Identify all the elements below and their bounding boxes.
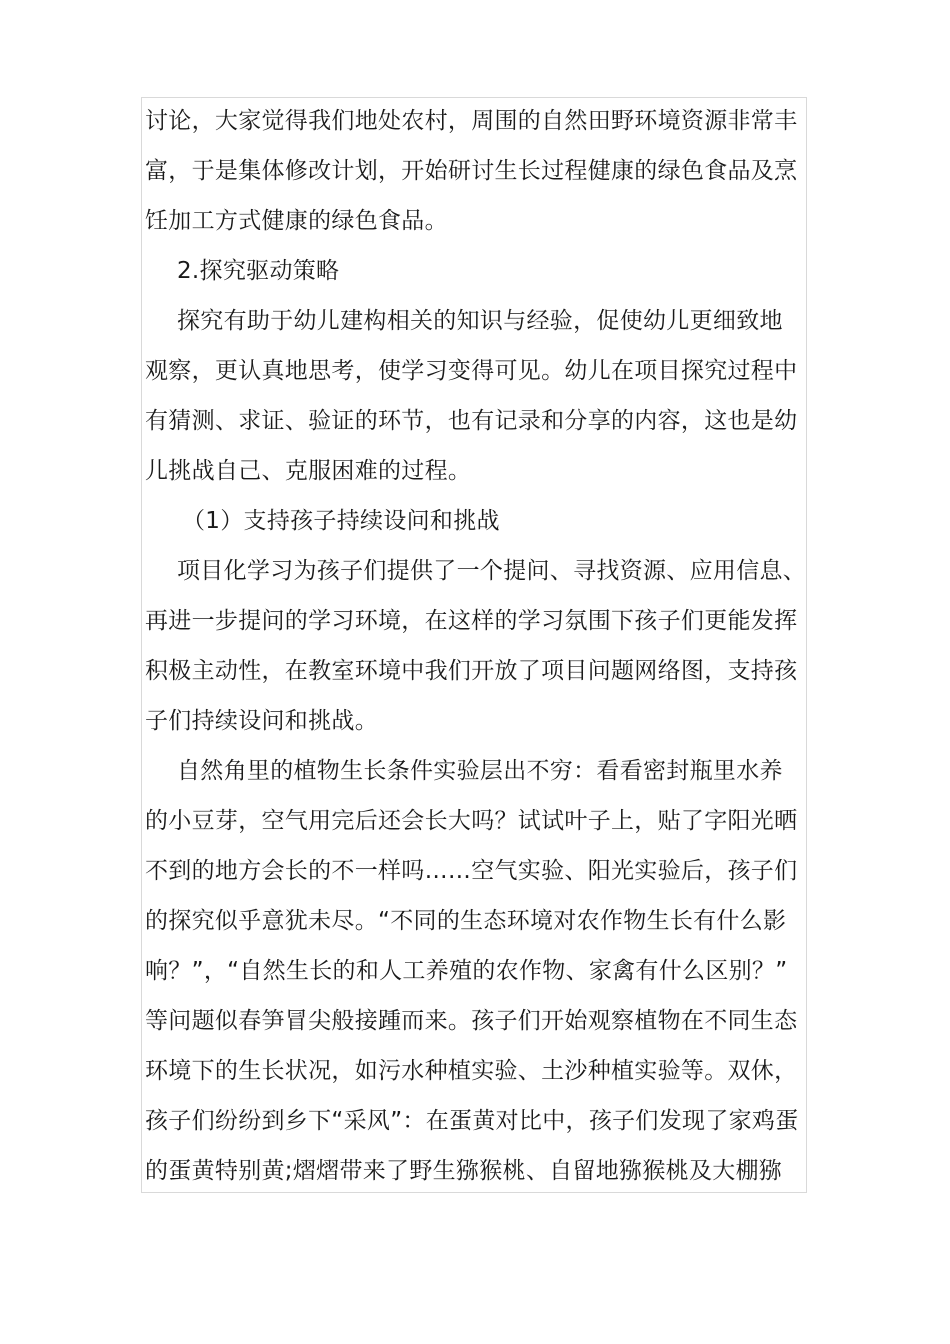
document-body [145, 96, 817, 1196]
paragraph-line: 自然角里的植物生长条件实验层出不穷：看看密封瓶里水养 [177, 758, 783, 784]
paragraph-line: 积极主动性，在教室环境中我们开放了项目问题网络图，支持孩 [145, 658, 798, 684]
paragraph-line: 等问题似春笋冒尖般接踵而来。孩子们开始观察植物在不同生态 [145, 1008, 798, 1034]
subsection-heading: （1）支持孩子持续设问和挑战 [182, 508, 500, 534]
paragraph-line: 不到的地方会长的不一样吗……空气实验、阳光实验后，孩子们 [145, 858, 798, 884]
paragraph-line: 探究有助于幼儿建构相关的知识与经验，促使幼儿更细致地 [177, 308, 783, 334]
paragraph-line: 的蛋黄特别黄;熠熠带来了野生猕猴桃、自留地猕猴桃及大棚猕 [145, 1158, 783, 1184]
paragraph-line: 项目化学习为孩子们提供了一个提问、寻找资源、应用信息、 [177, 558, 807, 584]
paragraph-line: 环境下的生长状况，如污水种植实验、土沙种植实验等。双休， [145, 1058, 798, 1084]
paragraph-line: 子们持续设问和挑战。 [145, 708, 378, 734]
paragraph-line: 响？”，“自然生长的和人工养殖的农作物、家禽有什么区别？” [145, 958, 788, 984]
paragraph-line: 富，于是集体修改计划，开始研讨生长过程健康的绿色食品及烹 [145, 158, 798, 184]
paragraph-line: 儿挑战自己、克服困难的过程。 [145, 458, 472, 484]
paragraph-line: 讨论，大家觉得我们地处农村，周围的自然田野环境资源非常丰 [145, 108, 798, 134]
paragraph-line: 饪加工方式健康的绿色食品。 [145, 208, 448, 234]
section-heading: 2.探究驱动策略 [177, 258, 340, 284]
paragraph-line: 的小豆芽，空气用完后还会长大吗？试试叶子上，贴了字阳光晒 [145, 808, 798, 834]
paragraph-line: 观察，更认真地思考，使学习变得可见。幼儿在项目探究过程中 [145, 358, 798, 384]
paragraph-line: 有猜测、求证、验证的环节，也有记录和分享的内容，这也是幼 [145, 408, 798, 434]
paragraph-line: 孩子们纷纷到乡下“采风”：在蛋黄对比中，孩子们发现了家鸡蛋 [145, 1108, 799, 1134]
paragraph-line: 再进一步提问的学习环境，在这样的学习氛围下孩子们更能发挥 [145, 608, 798, 634]
paragraph-line: 的探究似乎意犹未尽。“不同的生态环境对农作物生长有什么影 [145, 908, 787, 934]
